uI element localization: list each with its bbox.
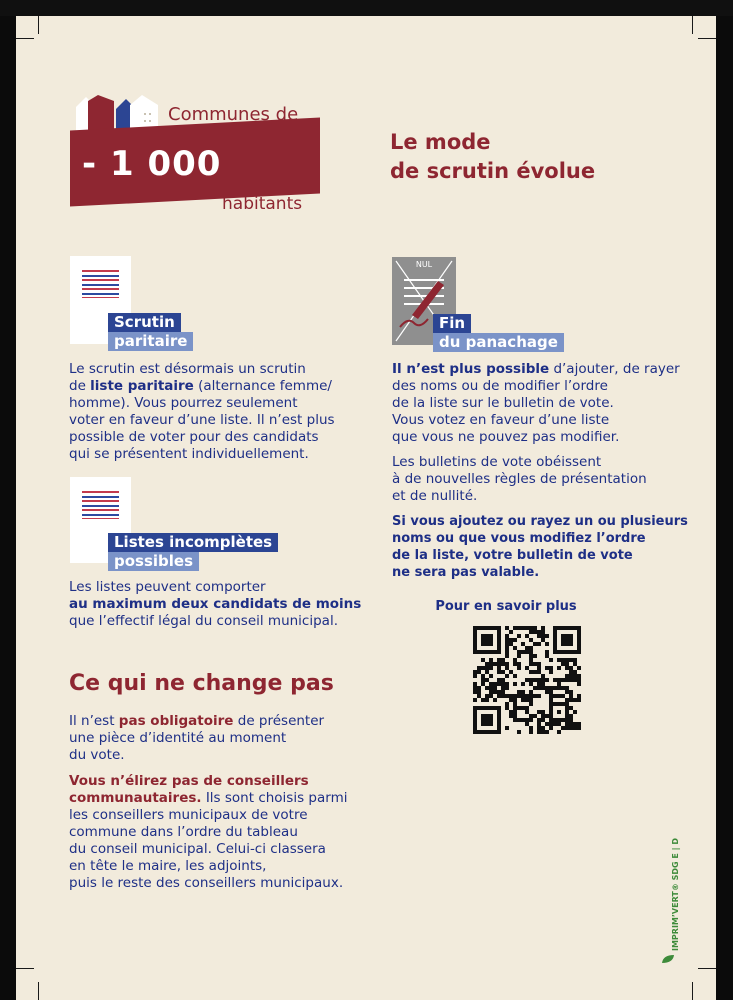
- tag-line: Scrutin: [108, 313, 181, 332]
- text-line: Vous n’élirez pas de conseillers: [69, 773, 309, 789]
- text-line: commune dans l’ordre du tableau: [69, 824, 298, 840]
- text-line: puis le reste des conseillers municipaux.: [69, 875, 344, 891]
- section-tag-listes: [108, 533, 278, 571]
- crop-mark: [16, 38, 34, 39]
- tag-line: du panachage: [433, 333, 564, 352]
- text-line: Il n’est plus possible d’ajouter, de rayer: [392, 361, 680, 377]
- text-line: que vous ne pouvez pas modifier.: [392, 429, 620, 445]
- text-line: du vote.: [69, 747, 125, 763]
- more-info-title: Pour en savoir plus: [435, 599, 577, 614]
- text-line: noms ou que vous modifiez l’ordre: [392, 531, 646, 546]
- list-stripes: [82, 270, 119, 298]
- printer-mark: IMPRIM’VERT® SDG E | D: [671, 838, 680, 951]
- crop-mark: [692, 16, 693, 34]
- qr-code-graphic: [473, 626, 581, 734]
- text-line: de liste paritaire (alternance femme/: [69, 378, 332, 394]
- section-title-unchanged: Ce qui ne change pas: [69, 671, 334, 696]
- header-habitants-label: habitants: [222, 194, 303, 214]
- text-line: au maximum deux candidats de moins: [69, 596, 362, 612]
- crop-mark: [692, 982, 693, 1000]
- text-line: de la liste sur le bulletin de vote.: [392, 395, 614, 411]
- text-line: du conseil municipal. Celui-ci classera: [69, 841, 326, 857]
- nul-label: NUL: [415, 260, 433, 269]
- section-tag-panachage: [433, 314, 564, 352]
- text-line: possible de voter pour des candidats: [69, 429, 319, 445]
- header-communes-label: Communes de: [168, 104, 299, 125]
- text-line: des noms ou de modifier l’ordre: [392, 378, 608, 394]
- scan-frame: [0, 0, 733, 16]
- population-number: - 1 000: [82, 144, 222, 184]
- crop-mark: [16, 968, 34, 969]
- text-line: Le scrutin est désormais un scrutin: [69, 361, 306, 377]
- text-line: communautaires. Ils sont choisis parmi: [69, 790, 348, 806]
- text-line: voter en faveur d’une liste. Il n’est plus: [69, 412, 335, 428]
- qr-code[interactable]: [473, 626, 581, 734]
- tag-line: Listes incomplètes: [108, 533, 278, 552]
- text-line: ne sera pas valable.: [392, 565, 540, 580]
- scrutin-text: [69, 361, 369, 463]
- text-line: que l’effectif légal du conseil municipal.: [69, 613, 338, 629]
- tag-line: paritaire: [108, 332, 193, 351]
- text-line: de la liste, votre bulletin de vote: [392, 548, 633, 563]
- text-line: Les bulletins de vote obéissent: [392, 454, 602, 470]
- text-line: les conseillers municipaux de votre: [69, 807, 308, 823]
- crop-mark: [698, 968, 716, 969]
- tag-line: possibles: [108, 552, 199, 571]
- leaf-icon: [661, 954, 675, 964]
- listes-text: [69, 579, 369, 630]
- text-line: Vous votez en faveur d’une liste: [392, 412, 610, 428]
- text-line: à de nouvelles règles de présentation: [392, 471, 647, 487]
- tag-line: Fin: [433, 314, 471, 333]
- text-line: Si vous ajoutez ou rayez un ou plusieurs: [392, 514, 688, 529]
- page-title-line: Le mode: [390, 130, 491, 154]
- flyer-page: [16, 16, 716, 1000]
- unchanged-text: [69, 713, 369, 892]
- page-title: [390, 128, 690, 186]
- list-stripes: [82, 491, 119, 519]
- crop-mark: [698, 38, 716, 39]
- text-line: Les listes peuvent comporter: [69, 579, 266, 595]
- text-line: Il n’est pas obligatoire de présenter: [69, 713, 325, 729]
- panachage-text: [392, 361, 692, 581]
- crop-mark: [38, 16, 39, 34]
- page-title-line: de scrutin évolue: [390, 159, 596, 183]
- text-line: homme). Vous pourrez seulement: [69, 395, 298, 411]
- section-tag-scrutin: [108, 313, 193, 351]
- text-line: et de nullité.: [392, 488, 478, 504]
- text-line: en tête le maire, les adjoints,: [69, 858, 267, 874]
- crop-mark: [38, 982, 39, 1000]
- text-line: une pièce d’identité au moment: [69, 730, 287, 746]
- text-line: qui se présentent individuellement.: [69, 446, 309, 462]
